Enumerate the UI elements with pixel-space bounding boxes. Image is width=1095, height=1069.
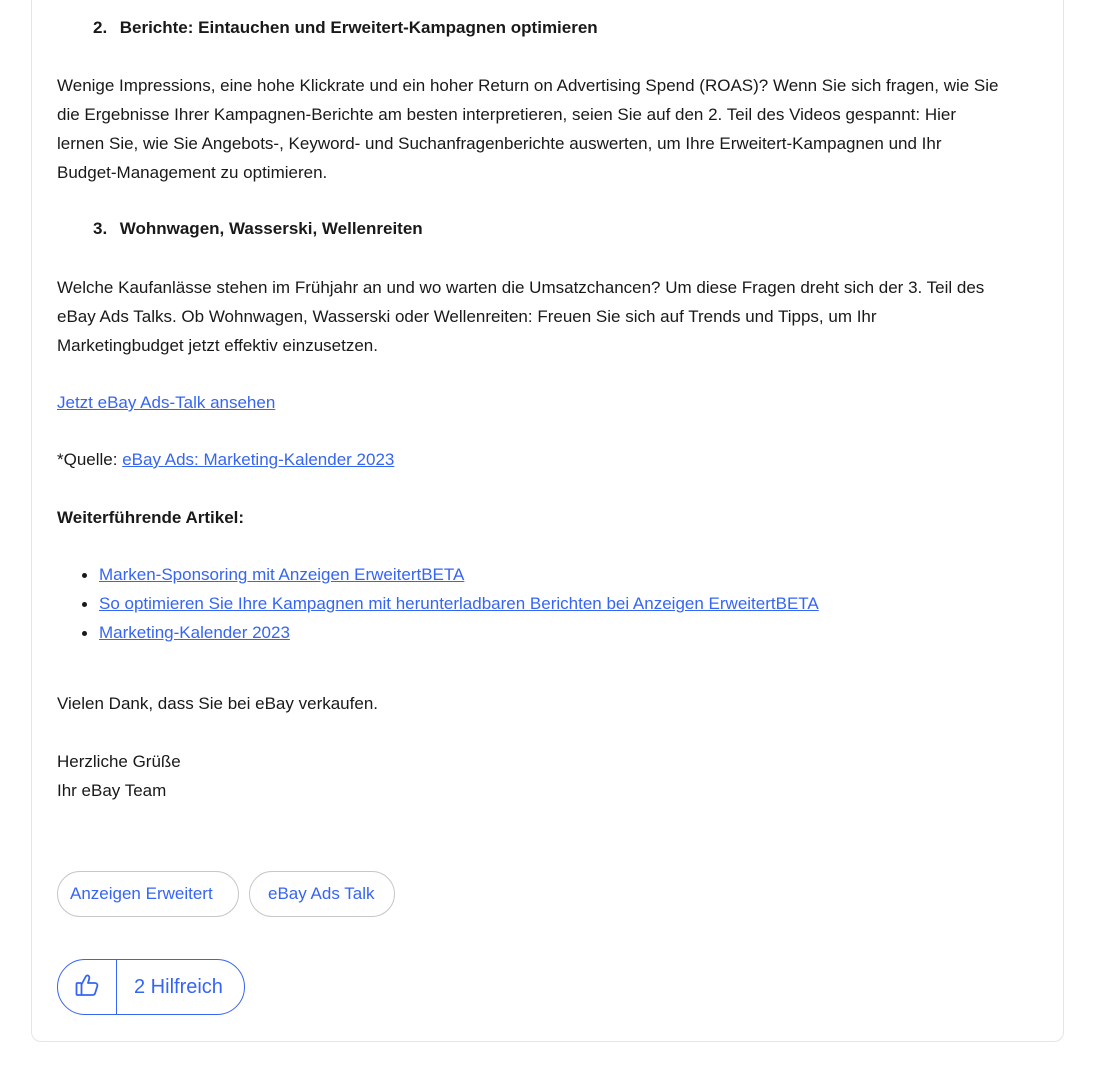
further-article-link[interactable]: Marken-Sponsoring mit Anzeigen ErweitertBETA (99, 565, 465, 584)
paragraph-line: Budget-Management zu optimieren. (57, 163, 328, 182)
paragraph-line: Marketingbudget jetzt effektiv einzusetzen. (57, 336, 378, 355)
paragraph-line: lernen Sie, wie Sie Angebots-, Keyword- und Suchanfragenberichte auswerten, um Ihre Erweitert-Kampagnen und Ihr (57, 134, 942, 153)
source-paragraph (57, 445, 1047, 474)
watch-link-paragraph (57, 388, 1047, 417)
further-articles-list (57, 560, 819, 647)
section-3-heading (93, 214, 423, 243)
list-item (99, 589, 819, 618)
paragraph-line: Welche Kaufanlässe stehen im Frühjahr an und wo warten die Umsatzchancen? Um diese Fragen dreht sich der 3. Teil des (57, 278, 985, 297)
closing-block (57, 747, 1047, 805)
paragraph-line: Wenige Impressions, eine hohe Klickrate und ein hoher Return on Advertising Spend (ROAS)? Wenn Sie sich fragen, wie Sie (57, 76, 999, 95)
tag-chip-anzeigen-erweitert[interactable]: Anzeigen Erweitert (57, 871, 239, 917)
section-2-heading (93, 13, 598, 42)
paragraph-line: eBay Ads Talks. Ob Wohnwagen, Wasserski oder Wellenreiten: Freuen Sie sich auf Trends und Tipps, um Ihr (57, 307, 877, 326)
helpful-like-button[interactable] (58, 960, 117, 1014)
section-2-number: 2. (93, 18, 108, 37)
further-articles-heading: Weiterführende Artikel: (57, 508, 245, 527)
thanks-text: Vielen Dank, dass Sie bei eBay verkaufen. (57, 694, 378, 713)
signature-text: Ihr eBay Team (57, 781, 167, 800)
source-prefix: *Quelle: (57, 450, 123, 469)
tag-chip-ebay-ads-talk[interactable]: eBay Ads Talk (249, 871, 395, 917)
article-card (31, 0, 1064, 1042)
paragraph-line: die Ergebnisse Ihrer Kampagnen-Berichte am besten interpretieren, seien Sie auf den 2. Teil des Videos gespannt: Hier (57, 105, 957, 124)
further-article-link[interactable]: So optimieren Sie Ihre Kampagnen mit herunterladbaren Berichten bei Anzeigen ErweitertBETA (99, 594, 819, 613)
section-3-number: 3. (93, 219, 108, 238)
helpful-button-group (57, 959, 245, 1015)
greeting-text: Herzliche Grüße (57, 752, 181, 771)
further-article-link[interactable]: Marketing-Kalender 2023 (99, 623, 290, 642)
section-3-title: Wohnwagen, Wasserski, Wellenreiten (119, 219, 423, 238)
section-3-paragraph (57, 273, 1047, 360)
helpful-count: 2 Hilfreich (134, 975, 223, 998)
watch-ads-talk-link[interactable]: Jetzt eBay Ads-Talk ansehen (57, 393, 276, 412)
source-link[interactable]: eBay Ads: Marketing-Kalender 2023 (122, 450, 395, 469)
list-item (99, 618, 819, 647)
section-2-paragraph (57, 71, 1047, 187)
list-item (99, 560, 819, 589)
section-2-title: Berichte: Eintauchen und Erweitert-Kampagnen optimieren (119, 18, 598, 37)
thumbs-up-icon (74, 972, 100, 1003)
